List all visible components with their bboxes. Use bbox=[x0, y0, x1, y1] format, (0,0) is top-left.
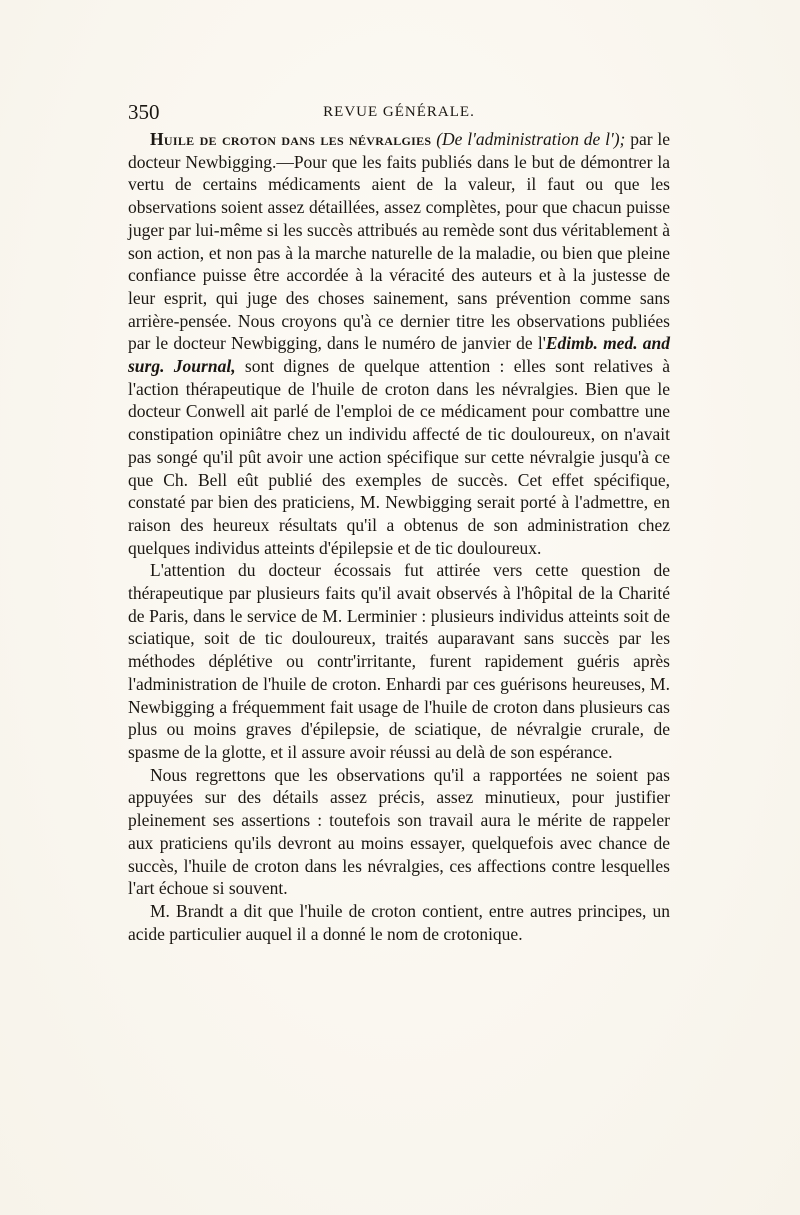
paragraph-1-text-a: par le docteur Newbigging.—Pour que les faits publiés dans le but de démontrer la vertu de certains médicaments aient de la valeur, il faut ou que les observations soient assez détaillées, assez complètes, pour que chacun puisse juger par lui-même si les succès attribués au remède sont dus véritablement à son action, et non pas à la marche naturelle de la maladie, ou bien que pleine confiance puisse être accordée à la véracité des auteurs et à la justesse de leur esprit, qui juge des choses sainement, sans prévention comme sans arrière-pensée. Nous croyons qu'à ce dernier titre les observations publiées par le docteur Newbigging, dans le numéro de janvier de l' bbox=[128, 129, 670, 354]
paragraph-3: Nous regrettons que les observations qu'il a rapportées ne soient pas appuyées sur des détails assez précis, assez minutieux, pour justifier pleinement ses assertions : toutefois son travail aura le mérite de rappeler aux praticiens qu'ils devront au moins essayer, quelquefois avec chance de succès, l'huile de croton dans les névralgies, ces affections contre lesquelles l'art échoue si souvent. bbox=[128, 764, 670, 899]
paragraph-4: M. Brandt a dit que l'huile de croton contient, entre autres principes, un acide particulier auquel il a donné le nom de crotonique. bbox=[128, 900, 670, 944]
page-header bbox=[128, 100, 670, 130]
article-body bbox=[128, 128, 670, 945]
journal-title: Edimb. med. and surg. Journal, bbox=[128, 333, 670, 377]
article-title-italic: (De l'administration de l'); bbox=[436, 129, 626, 149]
page-number: 350 bbox=[128, 100, 160, 124]
paragraph-2: L'attention du docteur écossais fut attirée vers cette question de thérapeutique par plusieurs faits qu'il avait observés à l'hôpital de la Charité de Paris, dans le service de M. Lerminier : plusieurs individus atteints soit de sciatique, soit de tic douloureux, traités auparavant sans succès par les méthodes déplétive ou contr'irritante, furent rapidement guéris après l'administration de l'huile de croton. Enhardi par ces guérisons heureuses, M. Newbigging a fréquemment fait usage de l'huile de croton dans plusieurs cas plus ou moins graves d'épilepsie, de sciatique, de névralgie crurale, de spasme de la glotte, et il assure avoir réussi au delà de son espérance. bbox=[128, 560, 670, 762]
paragraph-1 bbox=[128, 128, 670, 559]
paragraph-1-text-b: sont dignes de quelque attention : elles sont relatives à l'action thérapeutique de l'huile de croton dans les névralgies. Bien que le docteur Conwell ait parlé de l'emploi de ce médicament pour combattre une constipation opiniâtre chez un individu affecté de tic douloureux, on n'avait pas songé qu'il pût avoir une action spécifique sur cette névralgie jusqu'à ce que Ch. Bell eût publié des exemples de succès. Cet effet spécifique, constaté par bien des praticiens, M. Newbigging serait porté à l'admettre, en raison des heureux résultats qu'il a obtenus de son administration chez quelques individus atteints d'épilepsie et de tic douloureux. bbox=[128, 356, 671, 558]
article-title: Huile de croton dans les névralgies bbox=[150, 129, 432, 149]
running-head: REVUE GÉNÉRALE. bbox=[323, 104, 475, 120]
